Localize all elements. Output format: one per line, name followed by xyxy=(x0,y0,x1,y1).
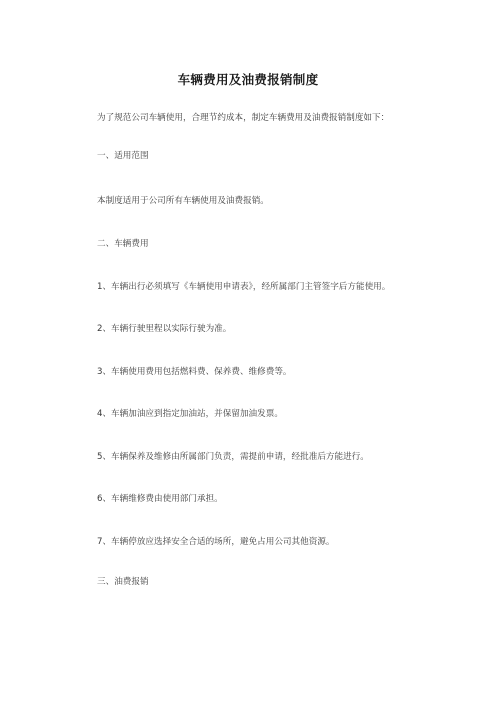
section-heading-vehicle-costs: 二、车辆费用 xyxy=(97,239,149,249)
list-item: 4、车辆加油应到指定加油站，并保留加油发票。 xyxy=(97,409,283,419)
list-item: 6、车辆维修费由使用部门承担。 xyxy=(97,494,223,504)
document-title: 车辆费用及油费报销制度 xyxy=(177,72,319,87)
intro-paragraph: 为了规范公司车辆使用，合理节约成本，制定车辆费用及油费报销制度如下： xyxy=(97,113,390,123)
list-item: 7、车辆停放应选择安全合适的场所，避免占用公司其他资源。 xyxy=(97,537,335,547)
section-heading-fuel-reimbursement: 三、油费报销 xyxy=(97,577,149,587)
list-item: 1、车辆出行必须填写《车辆使用申请表》，经所属部门主管签字后方能使用。 xyxy=(97,282,391,292)
list-item: 2、车辆行驶里程以实际行驶为准。 xyxy=(97,324,232,334)
list-item: 5、车辆保养及维修由所属部门负责，需提前申请，经批准后方能进行。 xyxy=(97,452,369,462)
section-heading-scope: 一、适用范围 xyxy=(97,151,149,161)
list-item: 3、车辆使用费用包括燃料费、保养费、维修费等。 xyxy=(97,367,292,377)
section-body-scope: 本制度适用于公司所有车辆使用及油费报销。 xyxy=(97,196,269,206)
